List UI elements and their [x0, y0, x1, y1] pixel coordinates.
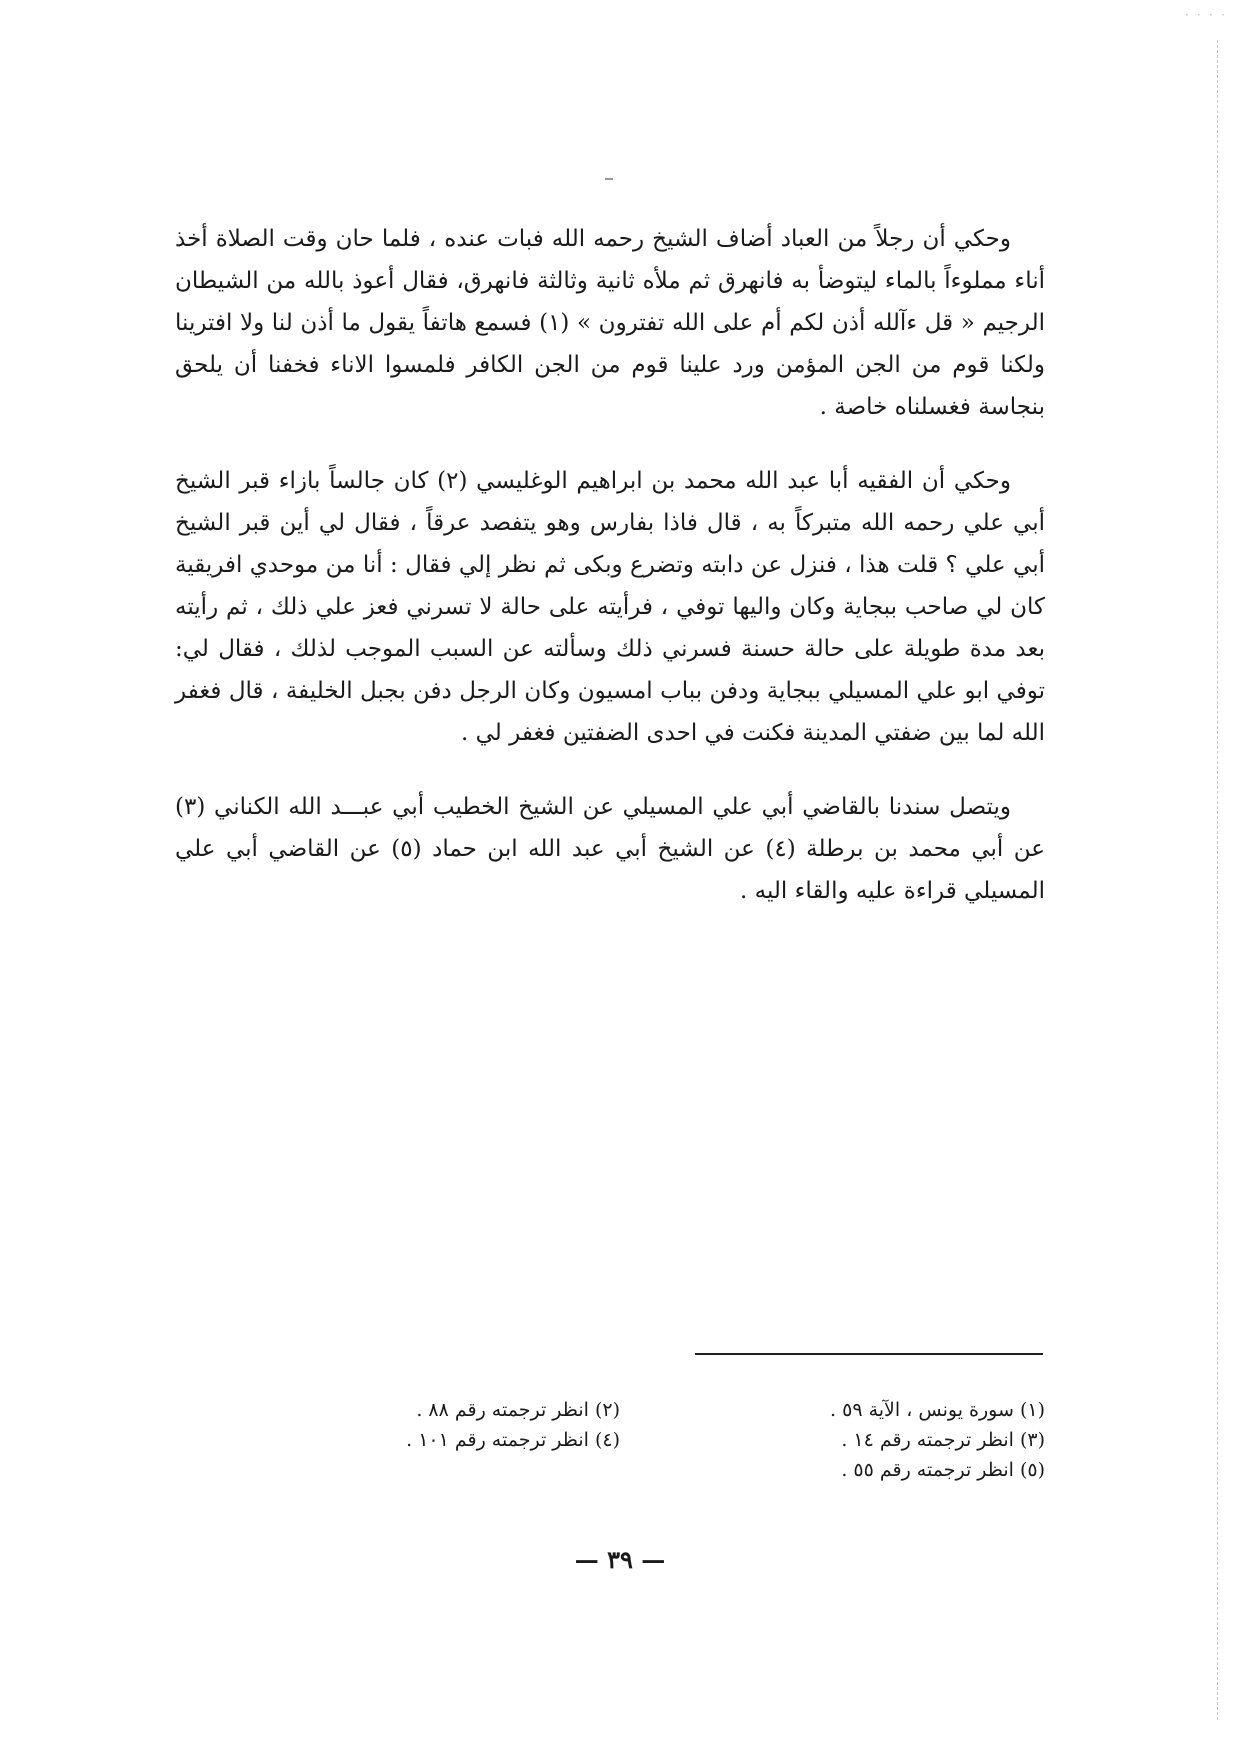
paragraph-2: وحكي أن الفقيه أبا عبد الله محمد بن ابراهيم الوغليسي (٢) كان جالساً بازاء قبر الشيخ أبي علي رحمه الله متبركاً به ، قال فاذا بفارس وهو يتفصد عرقاً ، فقال لي أين قبر الشيخ أبي علي ؟ قلت هذا ، فنزل عن دابته وتضرع وبكى ثم نظر إلي فقال : أنا من موحدي افريقية كان لي صاحب ببجاية وكان واليها توفي ، فرأيته على حالة لا تسرني فعز علي ذلك ، ثم رأيته بعد مدة طويلة على حالة حسنة فسرني ذلك وسألته عن السبب الموجب لذلك ، فقال لي: توفي ابو علي المسيلي ببجاية ودفن بباب امسيون وكان الرجل دفن بجبل الخليفة ، قال فغفر الله لما بين ضفتي المدينة فكنت في احدى الضفتين فغفر لي . — [175, 468, 1045, 746]
footnote-2: (٢) انظر ترجمته رقم ٨٨ . — [416, 1399, 620, 1421]
footnotes-right-column — [745, 1395, 1045, 1485]
footnote-4: (٤) انظر ترجمته رقم ١٠١ . — [406, 1429, 620, 1451]
body-text — [175, 218, 1045, 944]
page-number: — ٣٩ — — [574, 1545, 666, 1574]
footnotes-left-column — [300, 1395, 620, 1455]
paragraph-1: وحكي أن رجلاً من العباد أضاف الشيخ رحمه الله فبات عنده ، فلما حان وقت الصلاة أخذ أناء مملوءاً بالماء ليتوضأ به فانهرق ثم ملأه ثانية وثالثة فانهرق، فقال أعوذ بالله من الشيطان الرجيم « قل ءآلله أذن لكم أم على الله تفترون » (١) فسمع هاتفاً يقول ما أذن لنا ولا افترينا ولكنا قوم من الجن المؤمن ورد علينا قوم من الجن الكافر فلمسوا الاناء فخفنا أن يلحق بنجاسة فغسلناه خاصة . — [175, 226, 1045, 420]
scan-speck — [605, 178, 613, 180]
footnote-separator — [695, 1353, 1043, 1355]
scan-edge-mark: · · · · — [1183, 10, 1226, 21]
scan-edge-line — [1217, 40, 1218, 1720]
footnote-1: (١) سورة يونس ، الآية ٥٩ . — [830, 1399, 1045, 1421]
footnote-3: (٣) انظر ترجمته رقم ١٤ . — [841, 1429, 1045, 1451]
footnote-5: (٥) انظر ترجمته رقم ٥٥ . — [841, 1459, 1045, 1481]
paragraph-3: ويتصل سندنا بالقاضي أبي علي المسيلي عن الشيخ الخطيب أبي عبـــد الله الكناني (٣) عن أبي محمد بن برطلة (٤) عن الشيخ أبي عبد الله ابن حماد (٥) عن القاضي أبي علي المسيلي قراءة عليه والقاء اليه . — [175, 794, 1045, 904]
